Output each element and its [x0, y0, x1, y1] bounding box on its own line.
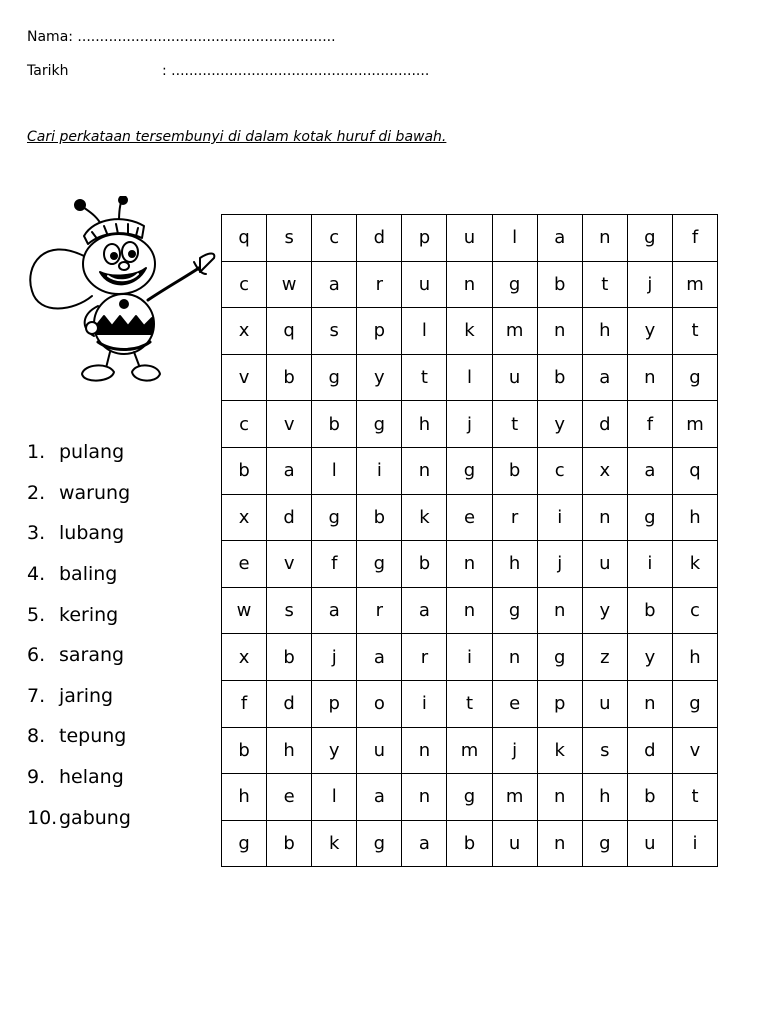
grid-cell: v [267, 401, 312, 448]
grid-cell: g [357, 820, 402, 867]
grid-cell: u [447, 215, 492, 262]
grid-cell: b [222, 447, 267, 494]
grid-cell: n [447, 261, 492, 308]
grid-cell: v [222, 354, 267, 401]
word-number: 2. [27, 481, 46, 504]
grid-cell: b [267, 634, 312, 681]
grid-cell: n [537, 774, 582, 821]
grid-cell: a [627, 447, 672, 494]
grid-row [222, 401, 718, 448]
word-list [27, 432, 131, 838]
grid-cell: y [357, 354, 402, 401]
grid-cell: t [672, 308, 717, 355]
word-text: tepung [59, 725, 127, 748]
grid-cell: n [447, 541, 492, 588]
grid-cell: k [402, 494, 447, 541]
grid-cell: d [357, 215, 402, 262]
grid-cell: l [312, 774, 357, 821]
grid-cell: n [627, 354, 672, 401]
grid-cell: g [312, 494, 357, 541]
grid-cell: g [627, 494, 672, 541]
grid-cell: n [537, 308, 582, 355]
grid-row [222, 308, 718, 355]
word-list-item [27, 473, 131, 514]
grid-cell: x [222, 494, 267, 541]
grid-cell: g [312, 354, 357, 401]
grid-cell: u [627, 820, 672, 867]
grid-cell: g [627, 215, 672, 262]
grid-cell: b [492, 447, 537, 494]
grid-cell: s [582, 727, 627, 774]
grid-row [222, 261, 718, 308]
grid-cell: a [402, 820, 447, 867]
date-label: Tarikh [27, 63, 69, 79]
grid-cell: u [582, 541, 627, 588]
grid-cell: g [672, 354, 717, 401]
grid-cell: u [357, 727, 402, 774]
grid-row [222, 820, 718, 867]
grid-row [222, 354, 718, 401]
word-list-item [27, 757, 131, 798]
grid-row [222, 447, 718, 494]
word-text: helang [59, 766, 124, 789]
grid-cell: d [627, 727, 672, 774]
word-number: 7. [27, 684, 46, 707]
grid-cell: i [627, 541, 672, 588]
word-text: kering [59, 603, 119, 626]
grid-cell: q [267, 308, 312, 355]
grid-cell: h [267, 727, 312, 774]
grid-cell: y [627, 308, 672, 355]
grid-cell: f [672, 215, 717, 262]
grid-cell: f [312, 541, 357, 588]
grid-cell: c [537, 447, 582, 494]
grid-cell: h [222, 774, 267, 821]
grid-cell: m [492, 774, 537, 821]
instruction-text: Cari perkataan tersembunyi di dalam kotak huruf di bawah. [27, 129, 447, 145]
grid-cell: g [357, 401, 402, 448]
grid-cell: d [582, 401, 627, 448]
grid-cell: n [402, 447, 447, 494]
grid-row [222, 680, 718, 727]
grid-cell: a [357, 634, 402, 681]
grid-cell: y [582, 587, 627, 634]
grid-cell: b [222, 727, 267, 774]
word-text: warung [59, 481, 131, 504]
grid-row [222, 494, 718, 541]
grid-cell: q [222, 215, 267, 262]
grid-cell: n [627, 680, 672, 727]
grid-cell: b [357, 494, 402, 541]
grid-cell: a [402, 587, 447, 634]
grid-cell: r [492, 494, 537, 541]
word-number: 9. [27, 766, 46, 789]
grid-cell: p [537, 680, 582, 727]
grid-row [222, 727, 718, 774]
word-list-item [27, 554, 131, 595]
grid-cell: h [402, 401, 447, 448]
grid-row [222, 634, 718, 681]
word-number: 10. [27, 806, 58, 829]
grid-cell: d [267, 680, 312, 727]
word-text: gabung [59, 806, 131, 829]
grid-cell: p [312, 680, 357, 727]
grid-cell: e [267, 774, 312, 821]
grid-cell: u [492, 820, 537, 867]
grid-cell: b [627, 587, 672, 634]
grid-cell: e [447, 494, 492, 541]
grid-cell: g [222, 820, 267, 867]
name-field: Nama: .......................................................... [27, 29, 336, 45]
word-list-item [27, 594, 131, 635]
grid-cell: b [402, 541, 447, 588]
grid-cell: i [357, 447, 402, 494]
grid-cell: n [537, 587, 582, 634]
word-text: sarang [59, 644, 125, 667]
grid-cell: x [222, 308, 267, 355]
grid-cell: g [672, 680, 717, 727]
grid-cell: c [672, 587, 717, 634]
grid-cell: f [627, 401, 672, 448]
grid-cell: a [582, 354, 627, 401]
grid-cell: u [492, 354, 537, 401]
grid-cell: g [492, 261, 537, 308]
grid-cell: p [357, 308, 402, 355]
grid-cell: k [537, 727, 582, 774]
grid-cell: r [357, 261, 402, 308]
grid-cell: s [267, 587, 312, 634]
grid-cell: t [402, 354, 447, 401]
grid-cell: x [582, 447, 627, 494]
grid-cell: b [267, 820, 312, 867]
grid-cell: c [222, 401, 267, 448]
grid-cell: t [447, 680, 492, 727]
grid-cell: a [312, 587, 357, 634]
grid-cell: j [447, 401, 492, 448]
grid-cell: v [672, 727, 717, 774]
grid-cell: h [672, 494, 717, 541]
grid-cell: g [357, 541, 402, 588]
grid-cell: n [402, 774, 447, 821]
word-list-item [27, 716, 131, 757]
grid-cell: w [222, 587, 267, 634]
grid-cell: b [312, 401, 357, 448]
word-list-item [27, 676, 131, 717]
grid-row [222, 215, 718, 262]
word-number: 3. [27, 522, 46, 545]
grid-cell: m [672, 401, 717, 448]
grid-cell: h [492, 541, 537, 588]
grid-cell: a [267, 447, 312, 494]
grid-cell: a [537, 215, 582, 262]
grid-cell: i [672, 820, 717, 867]
grid-cell: i [402, 680, 447, 727]
word-list-item [27, 635, 131, 676]
word-list-item [27, 432, 131, 473]
grid-cell: k [672, 541, 717, 588]
grid-cell: h [672, 634, 717, 681]
grid-cell: u [402, 261, 447, 308]
grid-cell: c [312, 215, 357, 262]
grid-cell: n [492, 634, 537, 681]
grid-cell: g [447, 447, 492, 494]
cartoon-bee-pointing-icon [24, 196, 220, 392]
grid-row [222, 587, 718, 634]
word-number: 5. [27, 603, 46, 626]
grid-cell: l [402, 308, 447, 355]
grid-cell: b [537, 354, 582, 401]
grid-row [222, 541, 718, 588]
grid-cell: y [627, 634, 672, 681]
word-list-item [27, 513, 131, 554]
grid-cell: b [627, 774, 672, 821]
word-list-item [27, 797, 131, 838]
word-search-grid [221, 214, 718, 867]
grid-cell: t [582, 261, 627, 308]
grid-cell: a [312, 261, 357, 308]
grid-cell: y [312, 727, 357, 774]
grid-cell: h [582, 774, 627, 821]
grid-cell: m [672, 261, 717, 308]
word-number: 4. [27, 563, 46, 586]
grid-cell: l [312, 447, 357, 494]
grid-cell: l [447, 354, 492, 401]
grid-cell: v [267, 541, 312, 588]
grid-cell: e [222, 541, 267, 588]
grid-cell: q [672, 447, 717, 494]
grid-cell: o [357, 680, 402, 727]
grid-cell: a [357, 774, 402, 821]
grid-cell: d [267, 494, 312, 541]
word-text: pulang [59, 441, 125, 464]
grid-cell: c [222, 261, 267, 308]
grid-cell: g [492, 587, 537, 634]
grid-cell: h [582, 308, 627, 355]
grid-cell: j [312, 634, 357, 681]
grid-cell: n [537, 820, 582, 867]
grid-row [222, 774, 718, 821]
grid-cell: i [537, 494, 582, 541]
grid-cell: j [627, 261, 672, 308]
word-number: 6. [27, 644, 46, 667]
grid-cell: z [582, 634, 627, 681]
grid-cell: t [492, 401, 537, 448]
word-text: jaring [59, 684, 114, 707]
grid-cell: x [222, 634, 267, 681]
word-text: baling [59, 563, 118, 586]
grid-cell: k [312, 820, 357, 867]
grid-cell: w [267, 261, 312, 308]
grid-cell: s [312, 308, 357, 355]
grid-cell: b [267, 354, 312, 401]
word-text: lubang [59, 522, 125, 545]
grid-cell: f [222, 680, 267, 727]
grid-cell: b [537, 261, 582, 308]
grid-cell: r [402, 634, 447, 681]
grid-cell: i [447, 634, 492, 681]
grid-cell: t [672, 774, 717, 821]
grid-cell: e [492, 680, 537, 727]
date-field: : .......................................................... [162, 63, 430, 79]
grid-cell: n [582, 215, 627, 262]
grid-cell: u [582, 680, 627, 727]
grid-cell: n [447, 587, 492, 634]
grid-cell: l [492, 215, 537, 262]
grid-cell: k [447, 308, 492, 355]
grid-cell: y [537, 401, 582, 448]
word-number: 8. [27, 725, 46, 748]
grid-cell: r [357, 587, 402, 634]
grid-cell: j [492, 727, 537, 774]
grid-cell: g [537, 634, 582, 681]
grid-cell: j [537, 541, 582, 588]
grid-cell: n [402, 727, 447, 774]
grid-cell: m [492, 308, 537, 355]
grid-cell: g [447, 774, 492, 821]
grid-cell: n [582, 494, 627, 541]
grid-cell: m [447, 727, 492, 774]
grid-cell: g [582, 820, 627, 867]
word-number: 1. [27, 441, 46, 464]
grid-cell: b [447, 820, 492, 867]
grid-cell: p [402, 215, 447, 262]
grid-cell: s [267, 215, 312, 262]
